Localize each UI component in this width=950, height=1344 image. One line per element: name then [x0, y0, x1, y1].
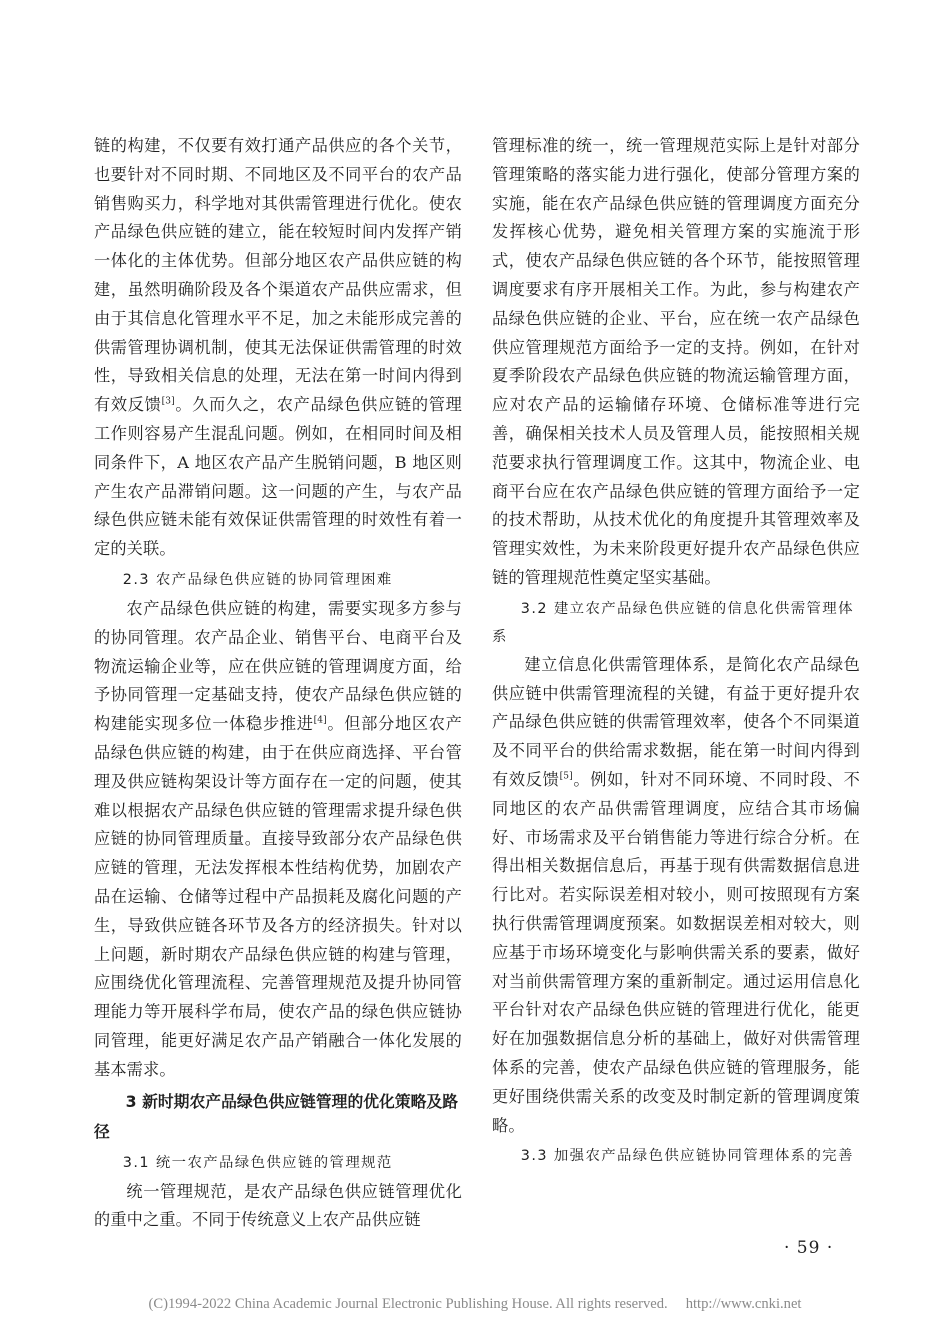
cnki-link[interactable]: http://www.cnki.net — [685, 1296, 802, 1312]
paragraph-unified-standards: 统一管理规范，是农产品绿色供应链管理优化的重中之重。不同于传统意义上农产品供应链 — [94, 1181, 462, 1230]
copyright-footer — [0, 1296, 950, 1313]
citation-ref[interactable]: [3] — [161, 396, 175, 407]
section-heading-3-1: 3.1 统一农产品绿色供应链的管理规范 — [122, 1154, 393, 1171]
paragraph-information-system: 建立信息化供需管理体系，是简化农产品绿色供应链中供需管理流程的关键，有益于更好提升农产品绿色供应链的供需管理效率，使各个不同渠道及不同平台的供给需求数据，能在第一时间内得到有效反馈[5]。例如，针对不同环境、不同时段、不同地区的农产品供需管理调度，应结合其市场偏好、市场需求及平台销售能力等进行综合分析。在得出相关数据信息后，再基于现有供需数据信息进行比对。若实际误差相对较小，则可按照现有方案执行供需管理调度预案。如数据误差相对较大，则应基于市场环境变化与影响供需关系的要素，做好对当前供需管理方案的重新制定。通过运用信息化平台针对农产品绿色供应链的管理进行优化，能更好在加强数据信息分析的基础上，做好对供需管理体系的完善，使农产品绿色供应链的管理服务，能更好围绕供需关系的改变及时制定新的管理调度策略。 — [492, 654, 860, 1135]
section-heading-3-2: 3.2 建立农产品绿色供应链的信息化供需管理体系 — [492, 600, 854, 645]
paragraph-collaborative-management: 农产品绿色供应链的构建，需要实现多方参与的协同管理。农产品企业、销售平台、电商平台及物流运输企业等，应在供应链的管理调度方面，给予协同管理一定基础支持，使农产品绿色供应链的构建能实现多位一体稳步推进[4]。但部分地区农产品绿色供应链的构建，由于在供应商选择、平台管理及供应链构架设计等方面存在一定的问题，使其难以根据农产品绿色供应链的管理需求提升绿色供应链的协同管理质量。直接导致部分农产品绿色供应链的管理，无法发挥根本性结构优势，加剧农产品在运输、仓储等过程中产品损耗及腐化问题的产生，导致供应链各环节及各方的经济损失。针对以上问题，新时期农产品绿色供应链的构建与管理，应围绕优化管理流程、完善管理规范及提升协同管理能力等开展科学布局，使农产品的绿色供应链协同管理，能更好满足农产品产销融合一体化发展的基本需求。 — [94, 598, 463, 1079]
page-number: · 59 · — [784, 1238, 834, 1258]
right-column — [492, 132, 860, 1170]
citation-ref[interactable]: [5] — [559, 771, 573, 782]
section-heading-2-3: 2.3 农产品绿色供应链的协同管理困难 — [122, 571, 393, 588]
section-heading-3: 3 新时期农产品绿色供应链管理的优化策略及路径 — [94, 1091, 459, 1141]
copyright-text: (C)1994-2022 China Academic Journal Electronic Publishing House. All rights reserved. — [148, 1296, 668, 1312]
paragraph-continued: 链的构建，不仅要有效打通产品供应的各个关节，也要针对不同时期、不同地区及不同平台的农产品销售购买力，科学地对其供需管理进行优化。使农产品绿色供应链的建立，能在较短时间内发挥产销一体化的主体优势。但部分地区农产品供应链的构建，虽然明确阶段及各个渠道农产品供应需求，但由于其信息化管理水平不足，加之未能形成完善的供需管理协调机制，使其无法保证供需管理的时效性，导致相关信息的处理，无法在第一时间内得到有效反馈[3]。久而久之，农产品绿色供应链的管理工作则容易产生混乱问题。例如，在相同时间及相同条件下，A 地区农产品产生脱销问题，B 地区则产生农产品滞销问题。这一问题的产生，与农产品绿色供应链未能有效保证供需管理的时效性有着一定的关联。 — [94, 136, 462, 559]
paragraph-continued-right: 管理标准的统一，统一管理规范实际上是针对部分管理策略的落实能力进行强化，使部分管理方案的实施，能在农产品绿色供应链的管理调度方面充分发挥核心优势，避免相关管理方案的实施流于形式，使农产品绿色供应链的各个环节，能按照管理调度要求有序开展相关工作。为此，参与构建农产品绿色供应链的企业、平台，应在统一农产品绿色供应管理规范方面给予一定的支持。例如，在针对夏季阶段农产品绿色供应链的物流运输管理方面，应对农产品的运输储存环境、仓储标准等进行完善，确保相关技术人员及管理人员，能按照相关规范要求执行管理调度工作。这其中，物流企业、电商平台应在农产品绿色供应链的管理方面给予一定的技术帮助，从技术优化的角度提升其管理效率及管理实效性，为未来阶段更好提升农产品绿色供应链的管理规范性奠定坚实基础。 — [492, 136, 860, 587]
citation-ref[interactable]: [4] — [313, 715, 327, 726]
left-column — [94, 132, 462, 1235]
section-heading-3-3: 3.3 加强农产品绿色供应链协同管理体系的完善 — [520, 1148, 854, 1165]
